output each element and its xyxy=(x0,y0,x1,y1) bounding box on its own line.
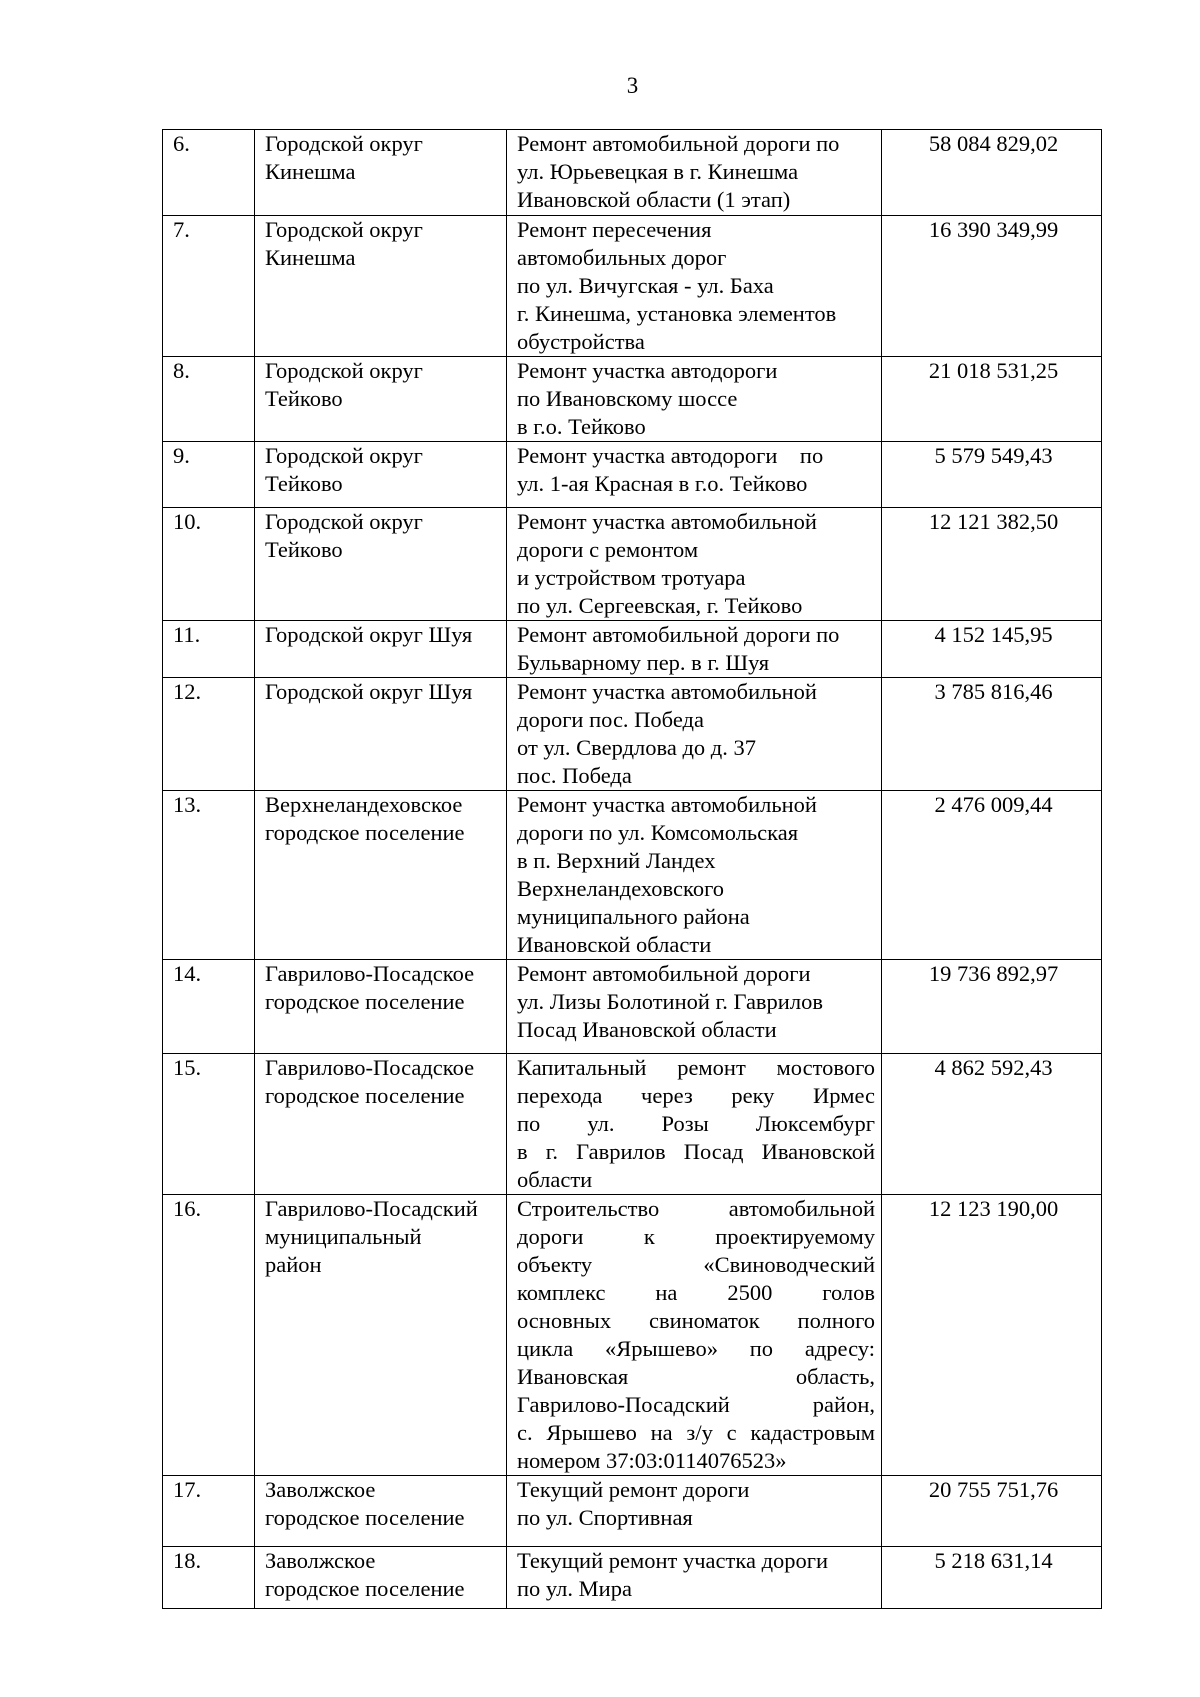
description-cell xyxy=(507,216,882,357)
description-line: ул. 1-ая Красная в г.о. Тейково xyxy=(517,471,808,496)
description-cell xyxy=(507,130,882,216)
description-line: Ремонт участка автодороги xyxy=(517,358,778,383)
works-table xyxy=(162,129,1102,1609)
description-line: муниципального района xyxy=(517,904,750,929)
description-line: по ул. Вичугская - ул. Баха xyxy=(517,273,774,298)
description-line: по ул. Спортивная xyxy=(517,1505,693,1530)
description-line: области xyxy=(517,1167,593,1192)
table-row xyxy=(163,216,1102,357)
description-line: Гаврилово-Посадский район, xyxy=(517,1392,875,1417)
table-row xyxy=(163,508,1102,621)
municipality-line: Верхнеландеховское xyxy=(265,792,463,817)
amount-cell: 5 218 631,14 xyxy=(882,1547,1102,1609)
municipality-cell xyxy=(255,791,507,960)
municipality-cell xyxy=(255,216,507,357)
amount-cell: 3 785 816,46 xyxy=(882,678,1102,791)
description-line: от ул. Свердлова до д. 37 xyxy=(517,735,756,760)
description-line: в г.о. Тейково xyxy=(517,414,646,439)
description-line: Ремонт участка автомобильной xyxy=(517,679,817,704)
row-number: 8. xyxy=(163,357,255,442)
description-line: Бульварному пер. в г. Шуя xyxy=(517,650,770,675)
table-row xyxy=(163,442,1102,508)
municipality-cell xyxy=(255,357,507,442)
row-number: 15. xyxy=(163,1054,255,1195)
description-line: автомобильных дорог xyxy=(517,245,727,270)
description-line: ул. Лизы Болотиной г. Гаврилов xyxy=(517,989,823,1014)
description-line: дороги с ремонтом xyxy=(517,537,699,562)
description-cell xyxy=(507,508,882,621)
description-line: по Ивановскому шоссе xyxy=(517,386,738,411)
description-line: в п. Верхний Ландех xyxy=(517,848,716,873)
description-line: с. Ярышево на з/у с кадастровым xyxy=(517,1420,875,1445)
description-line: Текущий ремонт участка дороги xyxy=(517,1548,829,1573)
municipality-line: Городской округ xyxy=(265,509,423,534)
description-line: Капитальный ремонт мостового xyxy=(517,1055,875,1080)
municipality-cell xyxy=(255,621,507,678)
description-cell xyxy=(507,1054,882,1195)
municipality-line: Гаврилово-Посадский xyxy=(265,1196,478,1221)
municipality-line: городское поселение xyxy=(265,820,465,845)
description-cell xyxy=(507,1195,882,1476)
description-line: Ремонт автомобильной дороги xyxy=(517,961,811,986)
municipality-line: Кинешма xyxy=(265,159,356,184)
amount-cell: 2 476 009,44 xyxy=(882,791,1102,960)
description-line: Ивановской области xyxy=(517,932,712,957)
municipality-line: Городской округ xyxy=(265,217,423,242)
description-cell xyxy=(507,442,882,508)
row-number: 12. xyxy=(163,678,255,791)
description-line: по ул. Розы Люксембург xyxy=(517,1111,875,1136)
description-line: перехода через реку Ирмес xyxy=(517,1083,875,1108)
description-cell xyxy=(507,357,882,442)
municipality-line: Городской округ Шуя xyxy=(265,679,473,704)
municipality-line: Городской округ xyxy=(265,443,423,468)
table-row xyxy=(163,1054,1102,1195)
municipality-line: Тейково xyxy=(265,471,343,496)
description-line: цикла «Ярышево» по адресу: xyxy=(517,1336,875,1361)
description-line: Ремонт участка автомобильной xyxy=(517,792,817,817)
row-number: 11. xyxy=(163,621,255,678)
description-line: Ремонт пересечения xyxy=(517,217,712,242)
municipality-line: Гаврилово-Посадское xyxy=(265,1055,475,1080)
description-cell xyxy=(507,960,882,1054)
amount-cell: 20 755 751,76 xyxy=(882,1476,1102,1547)
description-line: Ремонт участка автодороги по xyxy=(517,443,824,468)
description-cell xyxy=(507,678,882,791)
amount-cell: 5 579 549,43 xyxy=(882,442,1102,508)
description-line: ул. Юрьевецкая в г. Кинешма xyxy=(517,159,799,184)
municipality-cell xyxy=(255,678,507,791)
municipality-cell xyxy=(255,1195,507,1476)
table-row xyxy=(163,1476,1102,1547)
description-line: Ремонт участка автомобильной xyxy=(517,509,817,534)
row-number: 7. xyxy=(163,216,255,357)
municipality-line: Заволжское xyxy=(265,1477,376,1502)
description-cell xyxy=(507,1547,882,1609)
amount-cell: 21 018 531,25 xyxy=(882,357,1102,442)
description-line: Ремонт автомобильной дороги по xyxy=(517,131,840,156)
row-number: 16. xyxy=(163,1195,255,1476)
description-line: дороги по ул. Комсомольская xyxy=(517,820,799,845)
table-row xyxy=(163,130,1102,216)
description-line: Текущий ремонт дороги xyxy=(517,1477,750,1502)
description-line: по ул. Мира xyxy=(517,1576,632,1601)
description-line: Строительство автомобильной xyxy=(517,1196,875,1221)
description-line: Ивановской области (1 этап) xyxy=(517,187,791,212)
description-line: Ремонт автомобильной дороги по xyxy=(517,622,840,647)
page-number: 3 xyxy=(626,73,639,98)
description-cell xyxy=(507,791,882,960)
description-line: пос. Победа xyxy=(517,763,632,788)
municipality-line: городское поселение xyxy=(265,1505,465,1530)
description-line: и устройством тротуара xyxy=(517,565,746,590)
table-row xyxy=(163,357,1102,442)
municipality-line: городское поселение xyxy=(265,1576,465,1601)
municipality-line: район xyxy=(265,1252,322,1277)
table-row xyxy=(163,678,1102,791)
table-row xyxy=(163,1195,1102,1476)
description-cell xyxy=(507,1476,882,1547)
municipality-line: муниципальный xyxy=(265,1224,422,1249)
description-line: Верхнеландеховского xyxy=(517,876,724,901)
description-line: дороги к проектируемому xyxy=(517,1224,875,1249)
municipality-line: городское поселение xyxy=(265,989,465,1014)
description-line: номером 37:03:0114076523» xyxy=(517,1448,787,1473)
municipality-cell xyxy=(255,1054,507,1195)
description-cell xyxy=(507,621,882,678)
municipality-line: Городской округ xyxy=(265,131,423,156)
amount-cell: 19 736 892,97 xyxy=(882,960,1102,1054)
municipality-cell xyxy=(255,1547,507,1609)
table-row xyxy=(163,1547,1102,1609)
works-table-body xyxy=(163,130,1102,1609)
municipality-line: Заволжское xyxy=(265,1548,376,1573)
row-number: 9. xyxy=(163,442,255,508)
description-line: Ивановская область, xyxy=(517,1364,875,1389)
row-number: 13. xyxy=(163,791,255,960)
municipality-line: городское поселение xyxy=(265,1083,465,1108)
municipality-line: Тейково xyxy=(265,386,343,411)
municipality-cell xyxy=(255,130,507,216)
row-number: 17. xyxy=(163,1476,255,1547)
table-row xyxy=(163,791,1102,960)
table-row xyxy=(163,621,1102,678)
description-line: по ул. Сергеевская, г. Тейково xyxy=(517,593,803,618)
amount-cell: 12 121 382,50 xyxy=(882,508,1102,621)
row-number: 10. xyxy=(163,508,255,621)
municipality-line: Городской округ xyxy=(265,358,423,383)
municipality-cell xyxy=(255,442,507,508)
description-line: Посад Ивановской области xyxy=(517,1017,777,1042)
amount-cell: 16 390 349,99 xyxy=(882,216,1102,357)
amount-cell: 4 862 592,43 xyxy=(882,1054,1102,1195)
municipality-cell xyxy=(255,508,507,621)
municipality-cell xyxy=(255,1476,507,1547)
municipality-line: Гаврилово-Посадское xyxy=(265,961,475,986)
municipality-cell xyxy=(255,960,507,1054)
amount-cell: 12 123 190,00 xyxy=(882,1195,1102,1476)
description-line: г. Кинешма, установка элементов xyxy=(517,301,837,326)
description-line: дороги пос. Победа xyxy=(517,707,704,732)
description-line: в г. Гаврилов Посад Ивановской xyxy=(517,1139,875,1164)
row-number: 18. xyxy=(163,1547,255,1609)
description-line: обустройства xyxy=(517,329,645,354)
municipality-line: Городской округ Шуя xyxy=(265,622,473,647)
amount-cell: 58 084 829,02 xyxy=(882,130,1102,216)
description-line: комплекс на 2500 голов xyxy=(517,1280,875,1305)
municipality-line: Кинешма xyxy=(265,245,356,270)
table-row xyxy=(163,960,1102,1054)
municipality-line: Тейково xyxy=(265,537,343,562)
amount-cell: 4 152 145,95 xyxy=(882,621,1102,678)
row-number: 14. xyxy=(163,960,255,1054)
description-line: основных свиноматок полного xyxy=(517,1308,875,1333)
description-line: объекту «Свиноводческий xyxy=(517,1252,875,1277)
row-number: 6. xyxy=(163,130,255,216)
